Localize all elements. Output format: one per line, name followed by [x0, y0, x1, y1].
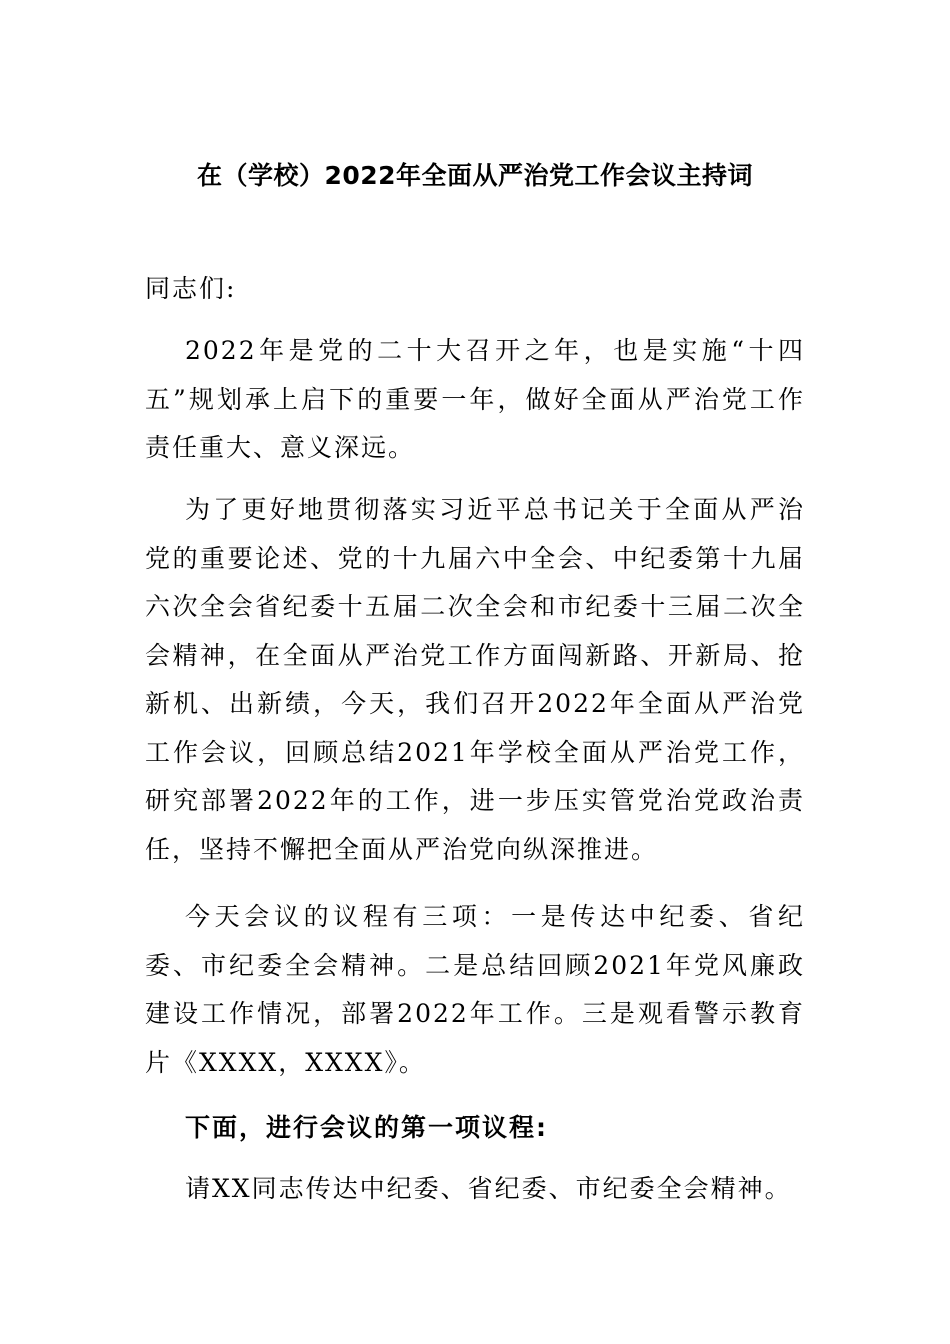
paragraph-agenda: 今天会议的议程有三项：一是传达中纪委、省纪委、市纪委全会精神。二是总结回顾2021年党风廉政建设工作情况，部署2022年工作。三是观看警示教育片《XXXX，XXXX》。 — [145, 902, 805, 1077]
section-heading: 下面，进行会议的第一项议程: — [185, 1113, 548, 1142]
closing-line: 请XX同志传达中纪委、省纪委、市纪委全会精神。 — [185, 1174, 792, 1203]
salutation: 同志们: — [145, 274, 237, 303]
paragraph-intro: 2022年是党的二十大召开之年，也是实施“十四五”规划承上启下的重要一年，做好全面从严治党工作责任重大、意义深远。 — [145, 336, 805, 462]
paragraph-purpose: 为了更好地贯彻落实习近平总书记关于全面从严治党的重要论述、党的十九届六中全会、中纪委第十九届六次全会省纪委十五届二次全会和市纪委十三届二次全会精神，在全面从严治党工作方面闯新路、开新局、抢新机、出新绩，今天，我们召开2022年全面从严治党工作会议，回顾总结2021年学校全面从严治党工作，研究部署2022年的工作，进一步压实管党治党政治责任，坚持不懈把全面从严治党向纵深推进。 — [145, 495, 805, 864]
document-title: 在（学校）2022年全面从严治党工作会议主持词 — [196, 161, 754, 190]
